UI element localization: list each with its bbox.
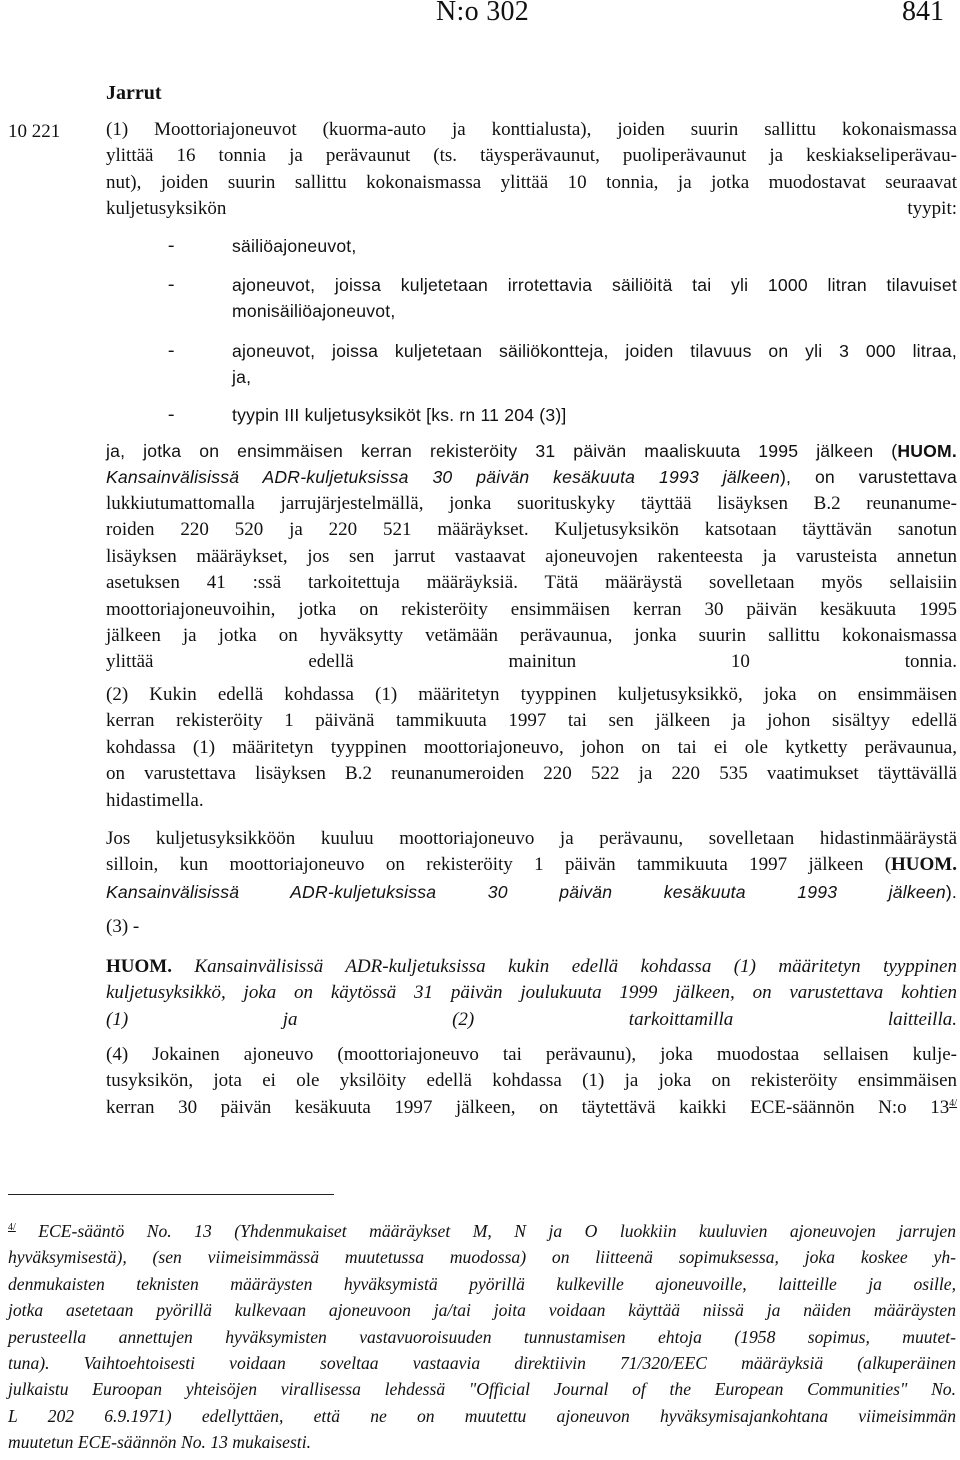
list-item: säiliöajoneuvot,: [232, 236, 357, 256]
paragraph-line: lisäyksen määräykset, jos sen jarrut vastaavat ajoneuvojen rakenteesta ja varusteista annetun: [106, 545, 957, 567]
list-dash: -: [168, 404, 175, 425]
paragraph-line: kuljetusyksikkö, joka on käytössä 31 päivän joulukuuta 1999 jälkeen, on varustettava kohtien: [106, 982, 957, 1004]
section-number: 10 221: [8, 121, 61, 142]
paragraph-line: hidastimella.: [106, 789, 204, 811]
list-item: [232, 272, 957, 325]
list-item-line: monisäiliöajoneuvot,: [232, 301, 396, 322]
paragraph-line: ylittää edellä mainitun 10 tonnia.: [106, 651, 957, 673]
paragraph-line: Jos kuljetusyksikköön kuuluu moottoriajoneuvo ja perävaunu, sovelletaan hidastinmääräystä: [106, 828, 957, 849]
footnote-line: L 202 6.9.1971) edellyttäen, että ne on muutettu ajoneuvon hyväksymisajankohtana viimeisimmän: [8, 1405, 956, 1426]
paragraph-1-continued: [106, 438, 957, 491]
footnote-marker: 4/: [8, 1222, 16, 1233]
list-item-line: ajoneuvot, joissa kuljetetaan säiliökontteja, joiden tilavuus on yli 3 000 litraa,: [232, 341, 957, 361]
paragraph-line: Kansainvälisissä ADR-kuljetuksissa 30 päivän kesäkuuta 1993 jälkeen).: [106, 881, 957, 902]
paragraph-line: (4) Jokainen ajoneuvo (moottoriajoneuvo tai perävaunu), joka muodostaa sellaisen kulje-: [106, 1044, 957, 1065]
list-item-line: ja,: [232, 367, 252, 388]
paragraph-line: silloin, kun moottoriajoneuvo on rekisteröity 1 päivän tammikuuta 1997 jälkeen (HUOM.: [106, 854, 957, 876]
paragraph-line: (1) ja (2) tarkoittamilla laitteilla.: [106, 1008, 957, 1030]
footnote-line: $^{4/}$ ECE-sääntö No. 13 (Yhdenmukaiset määräykset M, N ja O luokkiin kuuluvien ajoneuvojen jarrujen: [8, 1221, 956, 1241]
paragraph-line: asetuksen 41 :ssä tarkoitettuja määräyksiä. Tätä määräystä sovelletaan myös sellaisiin: [106, 572, 957, 594]
paragraph-line: kerran 30 päivän kesäkuuta 1997 jälkeen, on täytettävä kaikki ECE-säännön N:o 13$^{4/}$: [106, 1096, 957, 1118]
paragraph-retarder: [106, 826, 957, 905]
paragraph-line: kuljetusyksikön tyypit:: [106, 198, 957, 220]
list-dash: -: [168, 235, 175, 256]
paragraph-line: (3) -: [106, 916, 140, 937]
paragraph-line: moottoriajoneuvoihin, jotka on rekisteröity ensimmäisen kerran 30 päivän kesäkuuta 1995: [106, 598, 957, 620]
paragraph-line: kerran rekisteröity 1 päivänä tammikuuta 1997 tai sen jälkeen ja johon sisältyy edellä: [106, 710, 957, 732]
paragraph-line: roiden 220 520 ja 220 521 määräykset. Kuljetusyksikön katsotaan täyttävän sanotun: [106, 519, 957, 541]
paragraph-line: ylittää 16 tonnia ja perävaunut (ts. täysperävaunut, puoliperävaunut ja keskiakseliperävau-: [106, 145, 957, 167]
footnote-line: julkaistu Euroopan yhteisöjen virallisessa lehdessä "Official Journal of the European Communities" No.: [8, 1379, 956, 1400]
paragraph-line: kohdassa (1) määritetyn tyyppinen moottoriajoneuvo, johon on tai ei ole kytketty perävaunua,: [106, 736, 957, 758]
list-dash: -: [168, 340, 175, 361]
footnote-line: tuna). Vaihtoehtoisesti voidaan soveltaa vastaavia direktiivin 71/320/EEC määräyksiä (alkuperäinen: [8, 1353, 956, 1374]
list-dash: -: [168, 274, 175, 295]
list-item-line: ajoneuvot, joissa kuljetetaan irrotettavia säiliöitä tai yli 1000 litran tilavuiset: [232, 275, 957, 295]
paragraph-line: lukkiutumattomalla jarrujärjestelmällä, jonka suorituskyky täyttää lisäyksen B.2 reunanume-: [106, 493, 957, 514]
footnote-line: perusteella annettujen hyväksymisten vastavuoroisuuden tunnustamisen ehtoja (1958 sopimus, muutet-: [8, 1326, 956, 1347]
page-header-number: N:o 302: [436, 0, 530, 27]
paragraph-3: [106, 914, 957, 940]
paragraph-4: [106, 1042, 957, 1121]
footnote-line: denmukaisten teknisten määräysten hyväksymistä pyörillä kulkeville ajoneuvoille, laitteille ja osille,: [8, 1273, 956, 1294]
page-number: 841: [902, 0, 944, 27]
footnote-line: hyväksymisestä), (sen viimeisimmässä muutetussa muodossa) on liitteenä sopimuksessa, joka koskee yh-: [8, 1247, 956, 1268]
footnote-divider: [8, 1194, 334, 1195]
footnote-reference[interactable]: 4/: [949, 1097, 957, 1109]
paragraph-line: (1) Moottoriajoneuvot (kuorma-auto ja konttialusta), joiden suurin sallittu kokonaismassa: [106, 119, 957, 140]
note-label: HUOM.: [106, 956, 172, 977]
note-label: HUOM.: [891, 854, 957, 876]
list-item: [232, 338, 957, 391]
paragraph-line: nut), joiden suurin sallittu kokonaismassa ylittää 10 tonnia, ja jotka muodostavat seuraavat: [106, 171, 957, 193]
paragraph-1: [106, 117, 957, 223]
footnote-line: muutetun ECE-säännön No. 13 mukaisesti.: [8, 1432, 311, 1453]
note-paragraph: [106, 954, 957, 1033]
paragraph-line: ja, jotka on ensimmäisen kerran rekisteröity 31 päivän maaliskuuta 1995 jälkeen (HUOM.: [106, 441, 957, 461]
paragraph-line: jälkeen ja jotka on hyväksytty vetämään perävaunua, jonka suurin sallittu kokonaismassa: [106, 625, 957, 647]
paragraph-line: tusyksikön, jota ei ole yksilöity edellä kohdassa (1) ja joka on rekisteröity ensimmäisen: [106, 1070, 957, 1092]
paragraph-1-body: [106, 491, 957, 676]
paragraph-2: [106, 682, 957, 814]
paragraph-line: on varustettava lisäyksen B.2 reunanumeroiden 220 522 ja 220 535 vaatimukset täyttävällä: [106, 763, 957, 785]
section-title: Jarrut: [106, 82, 162, 104]
paragraph-line: (2) Kukin edellä kohdassa (1) määritetyn tyyppinen kuljetusyksikkö, joka on ensimmäisen: [106, 684, 957, 705]
paragraph-line: HUOM. Kansainvälisissä ADR-kuljetuksissa kukin edellä kohdassa (1) määritetyn tyyppinen: [106, 956, 957, 977]
list-item: tyypin III kuljetusyksiköt [ks. rn 11 204 (3)]: [232, 405, 567, 425]
footnote-line: jotka asetetaan pyörillä kulkevaan ajoneuvoon ja/tai joita voidaan käyttää niissä ja näiden määräysten: [8, 1300, 956, 1321]
footnote: [8, 1218, 956, 1456]
note-label: HUOM.: [897, 441, 957, 461]
paragraph-line: Kansainvälisissä ADR-kuljetuksissa 30 päivän kesäkuuta 1993 jälkeen), on varustettava: [106, 467, 957, 488]
